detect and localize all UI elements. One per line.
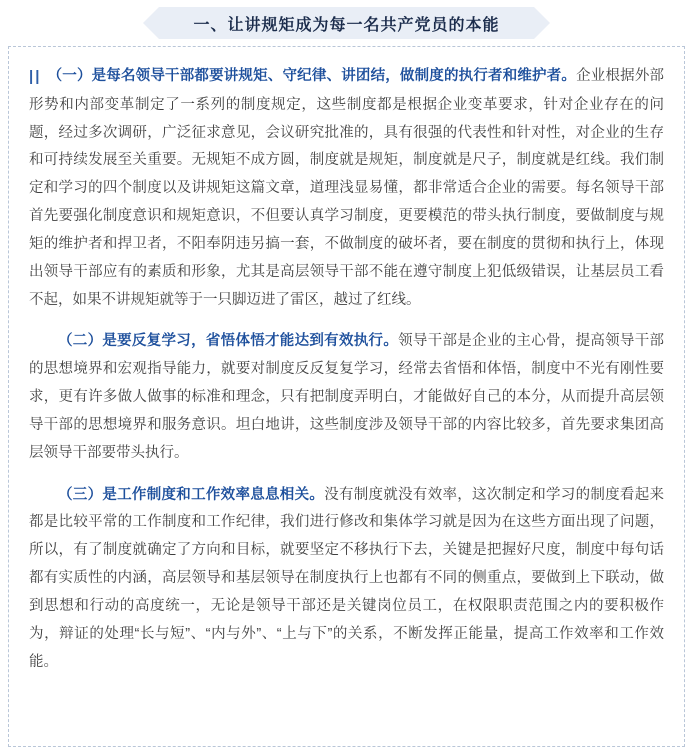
paragraph-2-heading: （二）是要反复学习，省悟体悟才能达到有效执行。	[58, 333, 399, 350]
paragraph-3	[29, 482, 664, 677]
paragraph-2	[29, 328, 664, 467]
paragraph-1-heading: （一）是每名领导干部都要讲规矩、守纪律、讲团结，做制度的执行者和维护者。	[47, 68, 577, 84]
paragraph-3-heading: （三）是工作制度和工作效率息息相关。	[58, 486, 325, 503]
paragraph-1-body: 企业根据外部形势和内部变革制定了一系列的制度规定，这些制度都是根据企业变革要求，针对企业存在的问题，经过多次调研，广泛征求意见，会议研究批准的，具有很强的代表性和针对性，对企业的生存和可持续发展至关重要。无规矩不成方圆，制度就是规矩，制度就是尺子，制度就是红线。我们制定和学习的四个制度以及讲规矩这篇文章，道理浅显易懂，都非常适合企业的需要。每名领导干部首先要强化制度意识和规矩意识，不但要认真学习制度，更要模范的带头执行制度，要做制度与规矩的维护者和捍卫者，不阳奉阴违另搞一套，不做制度的破坏者，要在制度的贯彻和执行上，体现出领导干部应有的素质和形象，尤其是高层领导干部不能在遵守制度上犯低级错误，让基层员工看不起，如果不讲规矩就等于一只脚迈进了雷区，越过了红线。	[29, 68, 664, 308]
document-header	[0, 0, 693, 46]
paragraph-1	[29, 63, 664, 314]
paragraph-lead-mark-icon: ||	[29, 68, 42, 85]
content-frame	[8, 46, 685, 747]
section-title-text: 一、让讲规矩成为每一名共产党员的本能	[193, 16, 500, 34]
section-title-banner	[159, 7, 533, 39]
paragraph-3-body: 没有制度就没有效率，这次制定和学习的制度看起来都是比较平常的工作制度和工作纪律，我们进行修改和集体学习就是因为在这些方面出现了问题，所以，有了制度就确定了方向和目标，就要坚定不移执行下去，关键是把握好尺度，制度中每句话都有实质性的内涵，高层领导和基层领导在制度执行上也都有不同的侧重点，要做到上下联动，做到思想和行动的高度统一，无论是领导干部还是关键岗位员工，在权限职责范围之内的要积极作为，辩证的处理“长与短”、“内与外”、“上与下”的关系，不断发挥正能量，提高工作效率和工作效能。	[29, 486, 665, 670]
paragraph-2-body: 领导干部是企业的主心骨，提高领导干部的思想境界和宏观指导能力，就要对制度反反复复学习，经常去省悟和体悟，制度中不光有刚性要求，更有许多做人做事的标准和理念，只有把制度弄明白，才能做好自己的本分，从而提升高层领导干部的思想境界和服务意识。坦白地讲，这些制度涉及领导干部的内容比较多，首先要求集团高层领导干部要带头执行。	[29, 333, 665, 461]
